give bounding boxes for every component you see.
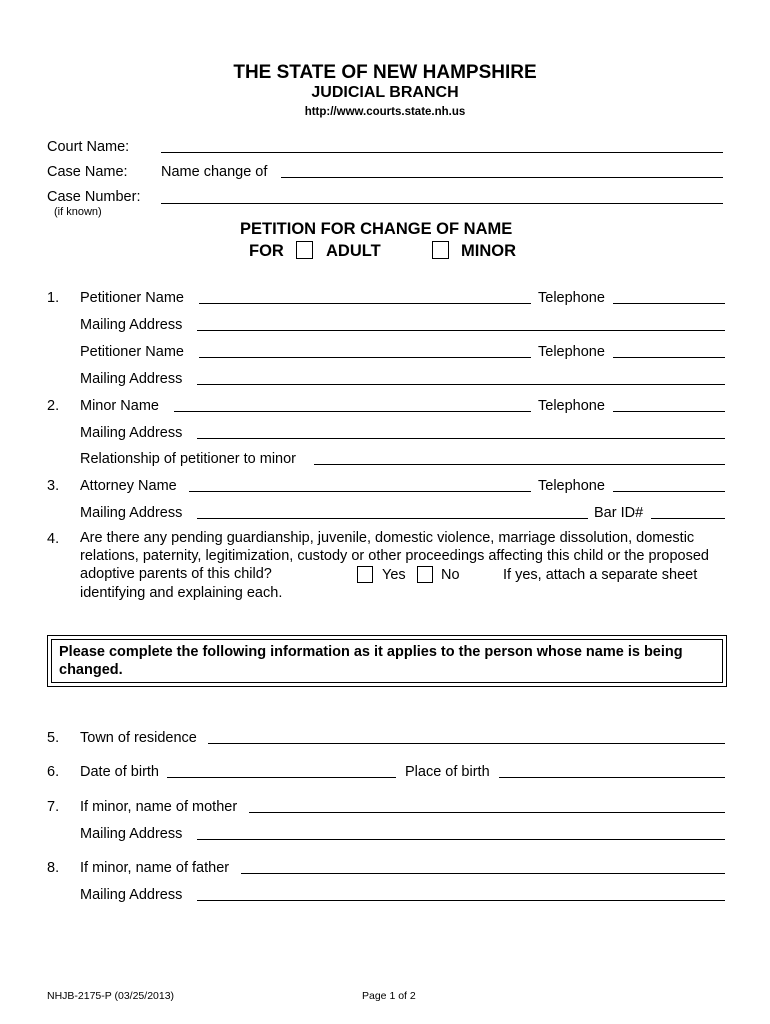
form-id: NHJB-2175-P (03/25/2013)	[47, 990, 175, 1002]
mother-label: If minor, name of mother	[80, 799, 238, 815]
page-subtitle: JUDICIAL BRANCH	[311, 84, 459, 101]
question-4-text: Are there any pending guardianship, juvenile, domestic violence, marriage dissolution, domestic relations, paternity, legitimization, custody or other proceedings affecting this child or the proposed adoptive parents of this child?	[80, 530, 709, 582]
yes-label: Yes	[382, 567, 406, 583]
attorney-name-field[interactable]	[189, 491, 531, 492]
mother-field[interactable]	[249, 812, 725, 813]
telephone-label: Telephone	[538, 398, 605, 414]
attorney-name-label: Attorney Name	[80, 478, 177, 494]
item-number-7: 7.	[47, 799, 60, 815]
if-yes-note: If yes, attach a separate sheet	[503, 567, 698, 583]
telephone-label: Telephone	[538, 478, 605, 494]
no-label: No	[441, 567, 460, 583]
mailing-address-field[interactable]	[197, 384, 725, 385]
mother-address-field[interactable]	[197, 839, 725, 840]
petitioner-name-label: Petitioner Name	[80, 290, 184, 306]
minor-label: MINOR	[461, 242, 516, 260]
item-number-8: 8.	[47, 860, 60, 876]
item-number-5: 5.	[47, 730, 60, 746]
father-label: If minor, name of father	[80, 860, 230, 876]
notice-text: Please complete the following information as it applies to the person whose name is being changed.	[59, 644, 683, 678]
no-checkbox[interactable]	[417, 566, 433, 583]
relationship-label: Relationship of petitioner to minor	[80, 451, 297, 467]
bar-id-field[interactable]	[651, 518, 725, 519]
item-number-2: 2.	[47, 398, 60, 414]
pob-field[interactable]	[499, 777, 725, 778]
item-number-3: 3.	[47, 478, 60, 494]
item-number-6: 6.	[47, 764, 60, 780]
mailing-address-label: Mailing Address	[80, 371, 183, 387]
for-label: FOR	[249, 242, 284, 260]
identifying-note: identifying and explaining each.	[80, 585, 283, 601]
telephone-field[interactable]	[613, 411, 725, 412]
court-name-field[interactable]	[161, 152, 723, 153]
town-field[interactable]	[208, 743, 725, 744]
telephone-label: Telephone	[538, 290, 605, 306]
pob-label: Place of birth	[405, 764, 490, 780]
item-number-1: 1.	[47, 290, 60, 306]
dob-field[interactable]	[167, 777, 396, 778]
mailing-address-label: Mailing Address	[80, 317, 183, 333]
petition-title: PETITION FOR CHANGE OF NAME	[240, 220, 513, 238]
name-change-of-label: Name change of	[161, 164, 268, 180]
case-number-label: Case Number:	[47, 189, 141, 205]
telephone-field[interactable]	[613, 491, 725, 492]
petitioner-name-label: Petitioner Name	[80, 344, 184, 360]
court-url: http://www.courts.state.nh.us	[304, 106, 466, 118]
yes-checkbox[interactable]	[357, 566, 373, 583]
minor-name-label: Minor Name	[80, 398, 159, 414]
minor-checkbox[interactable]	[432, 241, 449, 259]
telephone-label: Telephone	[538, 344, 605, 360]
adult-checkbox[interactable]	[296, 241, 313, 259]
page-title: THE STATE OF NEW HAMPSHIRE	[233, 62, 537, 83]
town-label: Town of residence	[80, 730, 197, 746]
petitioner-name-field[interactable]	[199, 357, 531, 358]
mailing-address-field[interactable]	[197, 438, 725, 439]
case-number-field[interactable]	[161, 203, 723, 204]
bar-id-label: Bar ID#	[594, 505, 644, 521]
page-number: Page 1 of 2	[362, 990, 416, 1002]
father-address-field[interactable]	[197, 900, 725, 901]
case-name-label: Case Name:	[47, 164, 128, 180]
petitioner-name-field[interactable]	[199, 303, 531, 304]
minor-name-field[interactable]	[174, 411, 531, 412]
if-known-note: (if known)	[54, 206, 102, 218]
relationship-field[interactable]	[314, 464, 725, 465]
telephone-field[interactable]	[613, 303, 725, 304]
mailing-address-label: Mailing Address	[80, 425, 183, 441]
adult-label: ADULT	[326, 242, 381, 260]
item-number-4: 4.	[47, 531, 60, 547]
mailing-address-label: Mailing Address	[80, 826, 183, 842]
dob-label: Date of birth	[80, 764, 159, 780]
case-name-field[interactable]	[281, 177, 723, 178]
mailing-address-field[interactable]	[197, 330, 725, 331]
telephone-field[interactable]	[613, 357, 725, 358]
attorney-address-field[interactable]	[197, 518, 588, 519]
mailing-address-label: Mailing Address	[80, 887, 183, 903]
court-name-label: Court Name:	[47, 139, 130, 155]
mailing-address-label: Mailing Address	[80, 505, 183, 521]
father-field[interactable]	[241, 873, 725, 874]
